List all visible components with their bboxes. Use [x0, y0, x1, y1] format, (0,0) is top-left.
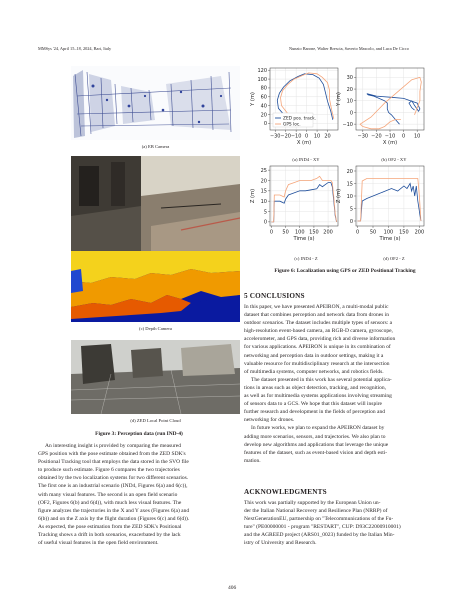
conclusions-line: mation. [244, 457, 261, 464]
series-line-zed-pos-track [367, 94, 420, 125]
x-tick-label: −20 [280, 133, 291, 140]
x-tick-label: 50 [369, 229, 377, 236]
conclusions-line: accelerometer, and GPS data, providing rich and diverse information [244, 336, 396, 343]
conclusions-line: In future works, we plan to expand the APEIRON dataset by [251, 425, 385, 432]
subfigure-caption-6c: (c) IND4 - Z [294, 256, 318, 261]
y-tick-label: 20 [346, 168, 353, 175]
left-paragraph-line: of useful visual features in the open field environment. [38, 540, 159, 547]
left-paragraph-line: GPS position with the pose estimate obtained from the ZED SDK's [38, 451, 186, 458]
series-line-zed-pos-track [271, 183, 336, 222]
figure-6-charts [244, 62, 444, 268]
x-tick-label: −20 [371, 133, 382, 140]
eb-camera-image [71, 66, 240, 140]
y-tick-label: 10 [346, 193, 353, 200]
conclusions-line: outdoor scenarios. The dataset includes multiple types of sensors: a [244, 320, 393, 327]
x-tick-label: 20 [324, 133, 331, 140]
y-tick-label: 5 [349, 206, 353, 213]
y-tick-label: 100 [257, 76, 267, 83]
left-paragraph-line: Tracking shows a drift in both scenarios, exacerbated by the lack [38, 532, 181, 539]
left-paragraph-line: with many visual features. The second is an open field scenario [38, 491, 178, 498]
left-paragraph-line: 6(b)) and on the Z axis by the flight duration (Figures 6(c) and 6(d)). [38, 515, 190, 522]
left-paragraph-line: figure analyzes the trajectories in the X and Y axes (Figures 6(a) and [38, 507, 190, 514]
x-tick-label: −10 [290, 133, 302, 140]
y-tick-label: 20 [346, 86, 353, 93]
subfigure-caption-6b: (b) OF2 - XY [381, 157, 407, 162]
figure-3-caption: Figure 3: Perception data (run IND-4) [95, 431, 183, 437]
figure-6-caption: Figure 6: Localization using GPS or ZED Positional Tracking [274, 268, 416, 274]
conclusions-line: further research and development in the fields of perception and [244, 409, 385, 416]
left-paragraph [38, 442, 240, 547]
x-axis-label: X (m) [296, 140, 312, 146]
y-tick-label: 0 [349, 110, 353, 117]
x-tick-label: 200 [414, 229, 425, 236]
y-tick-label: 25 [260, 167, 267, 174]
conclusions-line: develop new algorithms and applications that leverage the unique [244, 441, 389, 448]
series-line-gps-loc [358, 179, 421, 222]
subfigure-caption-6a: (a) IND4 - XY [292, 157, 320, 162]
subfigure-caption-c: (c) Depth Camera [139, 326, 172, 331]
conclusions-line: for various applications. APEIRON is unique in its combination of [244, 344, 391, 351]
y-tick-label: −10 [342, 121, 353, 128]
y-tick-label: 20 [260, 178, 267, 185]
x-tick-label: 150 [399, 229, 409, 236]
conclusions-line: as well as for multimedia systems applications involving streaming [244, 393, 392, 400]
subfigure-caption-6d: (d) OF2 - Z [383, 256, 405, 261]
y-axis-label: Y (m) [250, 92, 256, 106]
conclusions-line: The dataset presented in this work has several potential applica- [251, 376, 392, 383]
x-tick-label: 100 [383, 229, 394, 236]
x-tick-label: 0 [305, 133, 309, 140]
conclusions-line: adding more scenarios, sensors, and trajectories. We also plan to [244, 433, 386, 440]
left-paragraph-line: An interesting insight is provided by comparing the measured [45, 443, 181, 449]
page-number: 406 [228, 585, 237, 591]
x-tick-label: −30 [357, 133, 369, 140]
acknowledgments-heading: ACKNOWLEDGMENTS [244, 488, 327, 496]
y-tick-label: 0 [349, 218, 353, 225]
x-axis-label: Time (s) [293, 236, 315, 242]
y-axis-label: Y (m) [336, 92, 342, 106]
y-tick-label: 0 [263, 121, 267, 128]
acknowledgments-line: istry of University and Research. [244, 540, 317, 547]
x-axis-label: X (m) [382, 140, 398, 146]
y-tick-label: 60 [260, 94, 267, 101]
conclusions-line: valuable resource for multidisciplinary research at the intersection [244, 360, 390, 367]
x-tick-label: 100 [294, 229, 305, 236]
x-tick-label: 50 [282, 229, 289, 236]
conclusions-line: tions in areas such as object detection, tracking, and recognition, [244, 384, 387, 391]
y-tick-label: 40 [260, 103, 267, 110]
y-axis-label: Z (m) [336, 188, 342, 204]
acknowledgments-line: This work was partially supported by the European Union un- [244, 500, 381, 506]
left-paragraph-line: Positional Tracking tool that employs the data stored in the SVO file [38, 459, 189, 466]
conclusions-body [244, 303, 446, 465]
point-cloud-image [71, 340, 240, 414]
acknowledgments-line: NextGenerationEU, partnership on "Telecommunications of the Fu- [244, 516, 394, 523]
acknowledgments-line: ture" (PE00000001 - program "RESTART", CUP: D93C22000910001) [244, 524, 401, 531]
y-tick-label: 120 [257, 68, 267, 75]
depth-camera-image [71, 251, 240, 322]
x-axis-label: Time (s) [379, 236, 401, 242]
legend-entry: ZED pos. track. [283, 116, 316, 122]
y-tick-label: 80 [260, 85, 267, 92]
left-paragraph-line: to produce such estimate. Figure 6 compares the two trajectories [38, 467, 180, 474]
conclusions-line: In this paper, we have presented APEIRON, a multi-modal public [244, 304, 389, 310]
x-tick-label: 0 [269, 229, 274, 236]
rgb-camera-image [71, 156, 240, 252]
chart-of2-xy [336, 68, 424, 146]
acknowledgments-body [244, 499, 446, 548]
y-tick-label: 5 [263, 209, 267, 216]
left-paragraph-line: (OF2, Figures 6(b) and 6(d)), with much less visual features. The [38, 499, 182, 506]
series-line-gps-loc [360, 77, 421, 128]
chart-ind4-z [250, 166, 338, 242]
acknowledgments-line: der the Italian National Recovery and Resilience Plan (NRRP) of [244, 508, 388, 515]
conclusions-heading: 5 CONCLUSIONS [244, 292, 305, 300]
acknowledgments-line: and the AGREED project (ARS01_0023) funded by the Italian Min- [244, 532, 395, 539]
conclusions-line: networking and perception data in outdoor settings, making it a [244, 352, 384, 359]
running-header-right: Nunzio Barone, Walter Brescia, Saverio Mascolo, and Luca De Cicco [289, 46, 409, 51]
x-tick-label: 0 [355, 229, 360, 236]
y-tick-label: 30 [346, 75, 353, 82]
running-header-left: MMSys '24, April 15–18, 2024, Bari, Italy [38, 46, 112, 51]
conclusions-line: of sensors data to a GCS. We hope that this dataset will inspire [244, 401, 383, 408]
conclusions-line: features of the dataset, such as event-based vision and depth esti- [244, 449, 388, 456]
plot-frame [270, 166, 338, 226]
left-paragraph-line: As expected, the pose estimation from the ZED SDK's Positional [38, 523, 182, 530]
y-tick-label: 0 [263, 219, 267, 226]
conclusions-line: high-resolution event-based camera, an RGB-D camera, gyroscope, [244, 328, 393, 335]
y-tick-label: 10 [346, 98, 353, 105]
y-tick-label: 10 [260, 198, 267, 205]
left-paragraph-line: obtained by the two localization systems for two different scenarios. [38, 475, 189, 482]
x-tick-label: 200 [323, 229, 333, 236]
conclusions-line: dataset that combines perception and network data from drones in [244, 312, 389, 319]
conclusions-line: networking for drones. [244, 417, 295, 424]
subfigure-caption-a: (a) EB Camera [141, 144, 170, 149]
subfigure-caption-d: (d) ZED Local Point Cloud [130, 418, 181, 423]
x-tick-label: −10 [384, 133, 396, 140]
series-line-zed-pos-track [358, 184, 421, 222]
chart-of2-z [336, 166, 424, 242]
x-tick-label: −30 [269, 133, 281, 140]
y-tick-label: 15 [260, 188, 267, 195]
x-tick-label: 10 [313, 133, 321, 140]
y-tick-label: 15 [346, 181, 353, 188]
x-tick-label: 0 [402, 133, 406, 140]
y-axis-label: Z (m) [250, 188, 256, 204]
x-tick-label: 150 [309, 229, 319, 236]
chart-ind4-xy [250, 68, 338, 146]
legend-entry: GPS loc. [283, 122, 301, 128]
x-tick-label: 10 [414, 133, 421, 140]
y-tick-label: 20 [260, 112, 267, 119]
conclusions-line: of multimedia systems, computer networks, and robotics fields. [244, 368, 384, 375]
left-paragraph-line: The first one is an industrial scenario (IND4, Figures 6(a) and 6(c)), [38, 483, 188, 490]
